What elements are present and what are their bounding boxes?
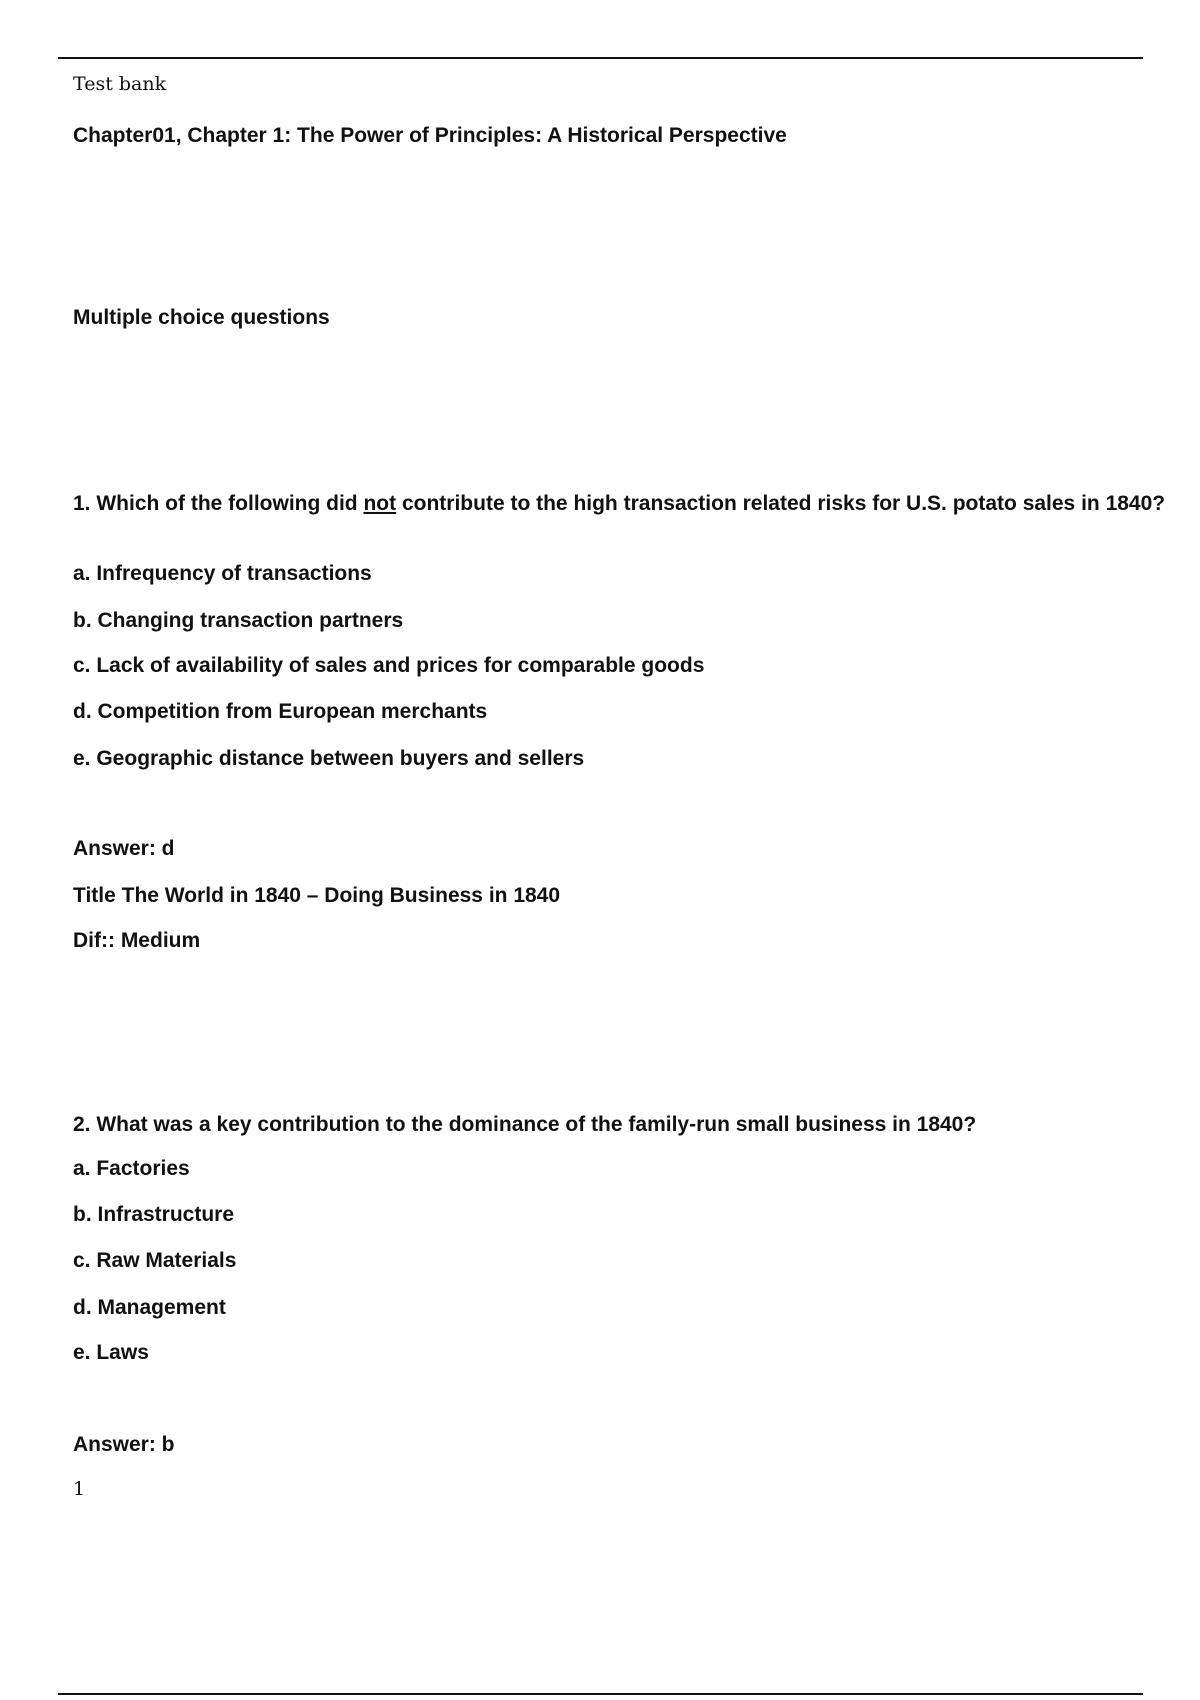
top-rule bbox=[58, 57, 1143, 59]
question-2-option-e: e. Laws bbox=[73, 1341, 149, 1364]
question-1-option-d: d. Competition from European merchants bbox=[73, 700, 488, 723]
question-2-answer: Answer: b bbox=[73, 1433, 175, 1456]
question-1-option-e: e. Geographic distance between buyers and sellers bbox=[73, 747, 585, 770]
question-1-difficulty: Dif:: Medium bbox=[73, 929, 201, 952]
question-2-stem: 2. What was a key contribution to the dominance of the family-run small business in 1840? bbox=[73, 1113, 977, 1136]
section-title: Multiple choice questions bbox=[73, 306, 330, 329]
question-2-option-d: d. Management bbox=[73, 1296, 226, 1319]
header-label: Test bank bbox=[73, 73, 167, 95]
question-1-stem-end: contribute to the high transaction related risks for U.S. potato sales in 1840? bbox=[396, 492, 1166, 515]
question-2-option-c: c. Raw Materials bbox=[73, 1249, 237, 1272]
question-1-answer: Answer: d bbox=[73, 837, 175, 860]
question-1-stem bbox=[73, 490, 1173, 517]
question-1-stem-start: 1. Which of the following did bbox=[73, 492, 364, 515]
question-2-option-b: b. Infrastructure bbox=[73, 1203, 235, 1226]
question-2-option-a: a. Factories bbox=[73, 1157, 190, 1180]
page-number: 1 bbox=[73, 1478, 86, 1500]
question-1-emphasis: not bbox=[363, 492, 397, 515]
chapter-title: Chapter01, Chapter 1: The Power of Principles: A Historical Perspective bbox=[73, 124, 787, 147]
bottom-rule bbox=[58, 1693, 1143, 1695]
question-1-option-c: c. Lack of availability of sales and prices for comparable goods bbox=[73, 654, 705, 677]
question-1-title: Title The World in 1840 – Doing Business in 1840 bbox=[73, 884, 561, 907]
question-1-option-b: b. Changing transaction partners bbox=[73, 609, 404, 632]
question-1-option-a: a. Infrequency of transactions bbox=[73, 562, 372, 585]
